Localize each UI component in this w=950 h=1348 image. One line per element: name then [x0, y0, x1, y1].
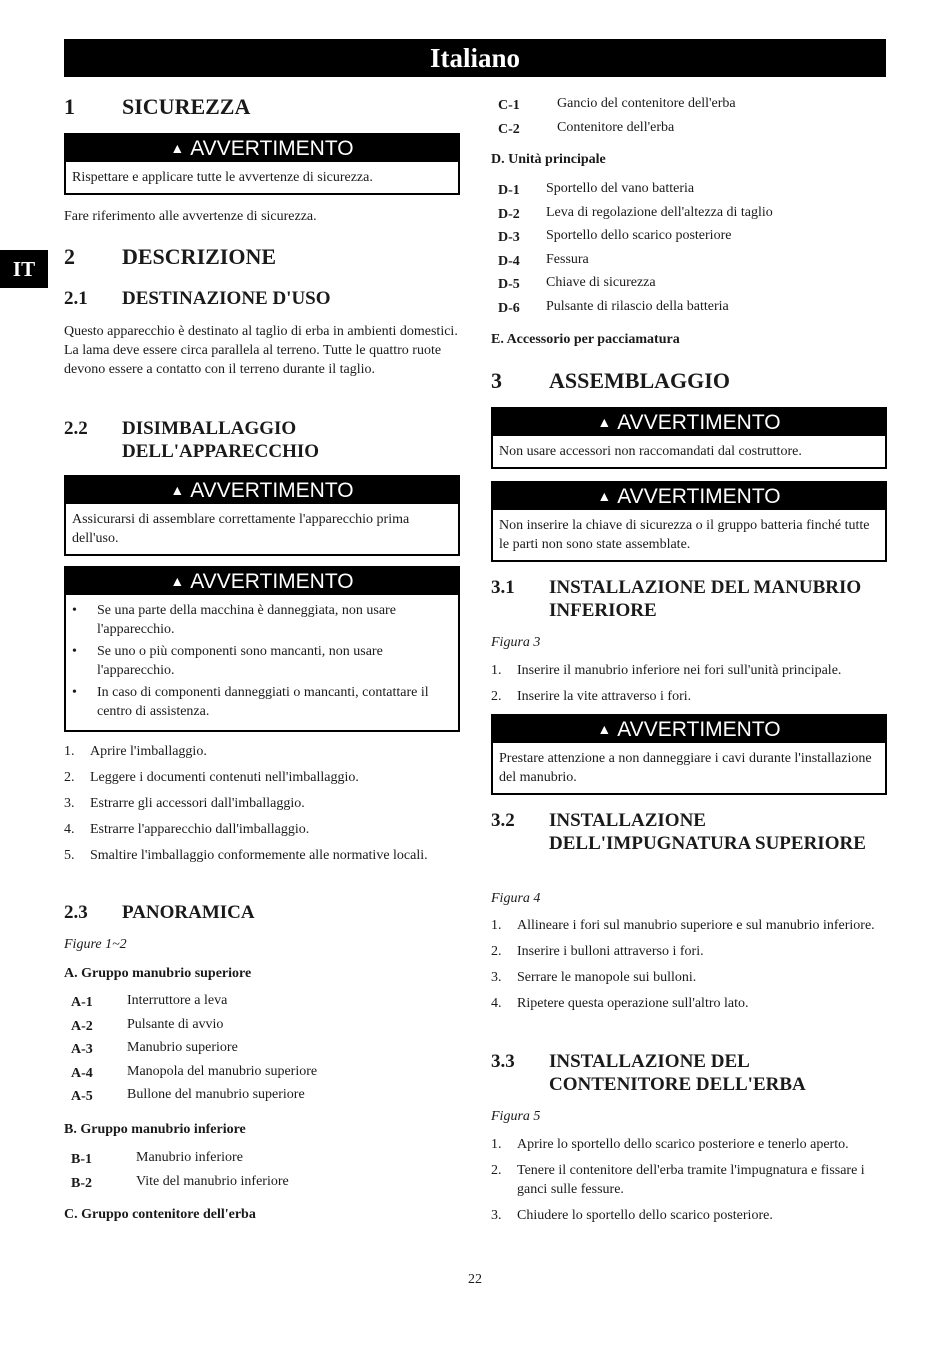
group-title: D. Unità principale	[491, 152, 606, 167]
step-number: 2.	[491, 689, 502, 704]
subsection-title: INSTALLAZIONE DEL MANUBRIO INFERIORE	[549, 577, 862, 621]
part-label: Pulsante di rilascio della batteria	[546, 298, 729, 314]
warning-box	[64, 133, 460, 195]
step-text: Serrare le manopole sui bulloni.	[517, 970, 697, 985]
section-title: DESCRIZIONE	[122, 244, 277, 269]
warning-label: AVVERTIMENTO	[617, 485, 781, 508]
parts-row	[491, 120, 887, 144]
parts-row	[491, 96, 887, 120]
step-number: 5.	[64, 848, 75, 863]
warning-box	[491, 481, 887, 562]
parts-list-b	[64, 1150, 460, 1197]
step-text: Estrarre l'apparecchio dall'imballaggio.	[90, 822, 310, 837]
part-code: C-2	[498, 121, 520, 137]
part-label: Manubrio inferiore	[136, 1150, 243, 1165]
figure-reference: Figura 5	[491, 1109, 541, 1124]
parts-row	[491, 228, 887, 252]
warning-header	[493, 409, 885, 436]
step-number: 2.	[491, 944, 502, 959]
step-text: Leggere i documenti contenuti nell'imballaggio.	[90, 770, 359, 785]
warning-bullet-list	[72, 601, 452, 721]
language-banner: Italiano	[64, 39, 886, 77]
step-text: Allineare i fori sul manubrio superiore e sul manubrio inferiore.	[517, 918, 875, 933]
warning-text: Non inserire la chiave di sicurezza o il gruppo batteria finché tutte le parti non sono state assemblate.	[499, 518, 870, 552]
parts-row	[491, 181, 887, 205]
part-label: Leva di regolazione dell'altezza di taglio	[546, 204, 773, 220]
warning-box	[64, 475, 460, 556]
warning-body	[66, 595, 458, 730]
part-label: Fessura	[546, 251, 589, 267]
subsection-title: DESTINAZIONE D'USO	[122, 288, 331, 309]
warning-label: AVVERTIMENTO	[190, 570, 354, 593]
part-label: Vite del manubrio inferiore	[136, 1173, 289, 1189]
part-code: D-5	[498, 277, 520, 293]
group-title: C. Gruppo contenitore dell'erba	[64, 1207, 256, 1222]
warning-text: Prestare attenzione a non danneggiare i cavi durante l'installazione del manubrio.	[499, 751, 872, 785]
subsection-title: INSTALLAZIONE DEL CONTENITORE DELL'ERBA	[549, 1051, 806, 1095]
part-code: D-4	[498, 253, 520, 269]
steps-list	[491, 916, 887, 1020]
warning-icon: ▲	[170, 573, 185, 589]
warning-icon: ▲	[170, 482, 185, 498]
group-title: E. Accessorio per pacciamatura	[491, 332, 680, 347]
list-item	[491, 1135, 887, 1154]
figure-reference: Figure 1~2	[64, 937, 127, 952]
part-label: Sportello dello scarico posteriore	[546, 228, 732, 244]
step-number: 1.	[491, 1137, 502, 1152]
warning-label: AVVERTIMENTO	[617, 411, 781, 434]
part-label: Manopola del manubrio superiore	[127, 1063, 318, 1079]
list-item	[491, 942, 887, 961]
parts-list-d	[491, 181, 887, 323]
warning-box	[491, 407, 887, 469]
subsection-title: INSTALLAZIONE DELL'IMPUGNATURA SUPERIORE	[549, 810, 866, 854]
step-number: 1.	[491, 663, 502, 678]
list-item	[64, 820, 460, 839]
part-code: C-1	[498, 98, 520, 113]
parts-row	[64, 1017, 460, 1041]
step-number: 2.	[64, 770, 75, 785]
step-number: 2.	[491, 1163, 502, 1178]
list-item	[64, 768, 460, 787]
parts-row	[491, 205, 887, 229]
bullet-item	[72, 601, 452, 639]
step-number: 3.	[491, 970, 502, 985]
warning-header	[66, 135, 458, 162]
warning-header	[493, 483, 885, 510]
warning-text: Assicurarsi di assemblare correttamente l'apparecchio prima dell'uso.	[72, 512, 410, 546]
part-label: Contenitore dell'erba	[557, 119, 675, 135]
part-code: A-1	[71, 995, 93, 1010]
parts-row	[64, 1040, 460, 1064]
part-code: A-5	[71, 1089, 93, 1105]
part-label: Pulsante di avvio	[127, 1016, 224, 1032]
parts-list-c	[491, 96, 887, 143]
list-item	[491, 1206, 887, 1225]
part-label: Sportello del vano batteria	[546, 181, 695, 196]
parts-row	[491, 299, 887, 323]
step-text: Chiudere lo sportello dello scarico posteriore.	[517, 1208, 773, 1223]
subsection-number: 2.3	[64, 902, 88, 923]
steps-list	[491, 1135, 887, 1232]
part-label: Gancio del contenitore dell'erba	[557, 96, 736, 111]
language-side-tab: IT	[0, 250, 48, 288]
step-text: Tenere il contenitore dell'erba tramite l'impugnatura e fissare i ganci sulle fessure.	[517, 1163, 865, 1197]
warning-text: Non usare accessori non raccomandati dal costruttore.	[499, 444, 802, 459]
bullet-item	[72, 683, 452, 721]
part-code: A-4	[71, 1065, 93, 1081]
bullet-text: Se una parte della macchina è danneggiata, non usare l'apparecchio.	[97, 603, 396, 637]
step-number: 3.	[491, 1208, 502, 1223]
part-code: B-1	[71, 1152, 92, 1167]
part-code: B-2	[71, 1175, 92, 1191]
parts-row	[491, 275, 887, 299]
step-number: 4.	[64, 822, 75, 837]
warning-icon: ▲	[597, 414, 612, 430]
part-code: D-2	[498, 206, 520, 222]
part-label: Manubrio superiore	[127, 1040, 238, 1056]
part-label: Chiave di sicurezza	[546, 275, 656, 291]
step-text: Inserire la vite attraverso i fori.	[517, 689, 692, 704]
part-code: D-6	[498, 300, 520, 316]
parts-row	[64, 1064, 460, 1088]
section-number: 3	[491, 368, 502, 393]
step-text: Ripetere questa operazione sull'altro lato.	[517, 996, 749, 1011]
step-text: Inserire i bulloni attraverso i fori.	[517, 944, 704, 959]
list-item	[491, 994, 887, 1013]
parts-row	[64, 993, 460, 1017]
subsection-title: DISIMBALLAGGIO DELL'APPARECCHIO	[122, 418, 320, 462]
warning-label: AVVERTIMENTO	[190, 479, 354, 502]
warning-header	[493, 716, 885, 743]
bullet-item	[72, 642, 452, 680]
section-title: SICUREZZA	[122, 94, 251, 119]
parts-row	[64, 1174, 460, 1198]
step-number: 4.	[491, 996, 502, 1011]
step-text: Aprire l'imballaggio.	[90, 744, 207, 759]
step-number: 1.	[491, 918, 502, 933]
list-item	[491, 916, 887, 935]
warning-header	[66, 568, 458, 595]
bullet-text: Se uno o più componenti sono mancanti, non usare l'apparecchio.	[97, 644, 383, 678]
list-item	[491, 687, 887, 706]
warning-box	[491, 714, 887, 795]
warning-icon: ▲	[597, 721, 612, 737]
warning-label: AVVERTIMENTO	[617, 718, 781, 741]
subsection-number: 3.2	[491, 810, 515, 831]
part-code: D-1	[498, 183, 520, 198]
parts-list-a	[64, 993, 460, 1111]
step-text: Inserire il manubrio inferiore nei fori sull'unità principale.	[517, 663, 842, 678]
part-code: D-3	[498, 230, 520, 246]
part-label: Bullone del manubrio superiore	[127, 1087, 305, 1103]
section-number: 1	[64, 94, 75, 119]
parts-row	[64, 1150, 460, 1174]
step-text: Estrarre gli accessori dall'imballaggio.	[90, 796, 305, 811]
group-title: A. Gruppo manubrio superiore	[64, 966, 252, 981]
list-item	[491, 1161, 887, 1199]
warning-icon: ▲	[170, 140, 185, 156]
warning-icon: ▲	[597, 488, 612, 504]
paragraph: Fare riferimento alle avvertenze di sicurezza.	[64, 209, 317, 224]
list-item	[64, 742, 460, 761]
part-label: Interruttore a leva	[127, 993, 228, 1008]
bullet: •	[72, 644, 77, 659]
steps-list	[491, 661, 887, 713]
subsection-number: 2.1	[64, 288, 88, 309]
figure-reference: Figura 3	[491, 635, 541, 650]
list-item	[491, 661, 887, 680]
list-item	[64, 794, 460, 813]
paragraph: Questo apparecchio è destinato al taglio di erba in ambienti domestici. La lama deve essere circa parallela al terreno. Tutte le quattro ruote devono essere a contatto con il terreno durante il taglio.	[64, 324, 458, 377]
part-code: A-3	[71, 1042, 93, 1058]
parts-row	[64, 1087, 460, 1111]
section-title: ASSEMBLAGGIO	[549, 368, 730, 393]
unpacking-steps	[64, 742, 460, 872]
list-item	[64, 846, 460, 865]
subsection-number: 3.1	[491, 577, 515, 598]
step-number: 1.	[64, 744, 75, 759]
subsection-number: 3.3	[491, 1051, 515, 1072]
list-item	[491, 968, 887, 987]
bullet: •	[72, 603, 77, 618]
step-text: Smaltire l'imballaggio conformemente alle normative locali.	[90, 848, 428, 863]
page-number: 22	[468, 1272, 482, 1287]
warning-label: AVVERTIMENTO	[190, 137, 354, 160]
warning-box	[64, 566, 460, 732]
subsection-title: PANORAMICA	[122, 902, 255, 923]
warning-header	[66, 477, 458, 504]
warning-text: Rispettare e applicare tutte le avvertenze di sicurezza.	[72, 170, 373, 185]
step-text: Aprire lo sportello dello scarico posteriore e tenerlo aperto.	[517, 1137, 849, 1152]
part-code: A-2	[71, 1018, 93, 1034]
group-title: B. Gruppo manubrio inferiore	[64, 1122, 246, 1137]
parts-row	[491, 252, 887, 276]
figure-reference: Figura 4	[491, 891, 541, 906]
subsection-number: 2.2	[64, 418, 88, 439]
bullet-text: In caso di componenti danneggiati o mancanti, contattare il centro di assistenza.	[97, 685, 429, 719]
step-number: 3.	[64, 796, 75, 811]
bullet: •	[72, 685, 77, 700]
section-number: 2	[64, 244, 75, 269]
